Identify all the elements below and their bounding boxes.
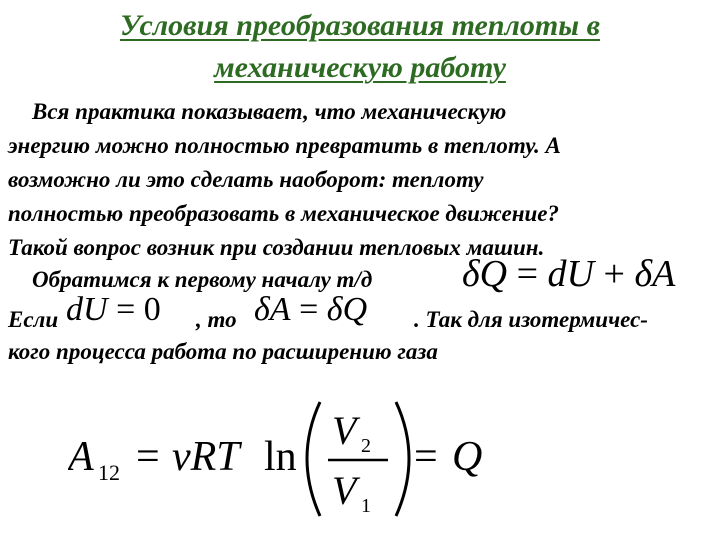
- body-line-7-middle: , то: [196, 307, 237, 332]
- title-line-1: Условия преобразования теплоты в: [120, 9, 600, 42]
- formula-equals-2: =: [414, 434, 438, 480]
- body-line-1: Вся практика показывает, что механическую: [32, 99, 507, 124]
- formula-A: A: [68, 434, 94, 480]
- body-line-7-suffix: . Так для изотермичес-: [414, 307, 648, 332]
- body-line-8: кого процесса работа по расширению газа: [8, 339, 438, 364]
- formula-V1: V: [332, 468, 357, 513]
- formula-subscript-12: 12: [98, 460, 120, 485]
- isothermal-work-formula: [68, 398, 508, 522]
- first-law-formula: δQ = dU + δA: [462, 253, 676, 295]
- left-paren: [307, 402, 320, 516]
- formula-V2: V: [332, 408, 357, 453]
- du-zero-formula: dU = 0: [66, 291, 161, 328]
- title-line-2: механическую работу: [214, 51, 506, 84]
- work-heat-formula: δA = δQ: [254, 291, 368, 328]
- formula-subscript-1: 1: [361, 495, 371, 517]
- slide-title-line2: [0, 48, 720, 88]
- body-line-5: Такой вопрос возник при создании тепловых машин.: [8, 235, 545, 260]
- body-line-6: Обратимся к первому началу т/д: [32, 267, 373, 292]
- body-line-3: возможно ли это сделать наоборот: теплоту: [8, 167, 484, 192]
- slide-title: [0, 6, 720, 46]
- body-line-7-prefix: Если: [8, 307, 59, 332]
- formula-equals-1: =: [136, 434, 160, 480]
- formula-Q: Q: [452, 434, 483, 480]
- right-paren: [396, 402, 409, 516]
- formula-ln: ln: [264, 434, 297, 480]
- formula-nuRT: νRT: [172, 434, 240, 480]
- body-line-4: полностью преобразовать в механическое движение?: [8, 201, 559, 226]
- body-line-2: энергию можно полностью превратить в теплоту. А: [8, 133, 561, 158]
- formula-subscript-2: 2: [361, 435, 371, 457]
